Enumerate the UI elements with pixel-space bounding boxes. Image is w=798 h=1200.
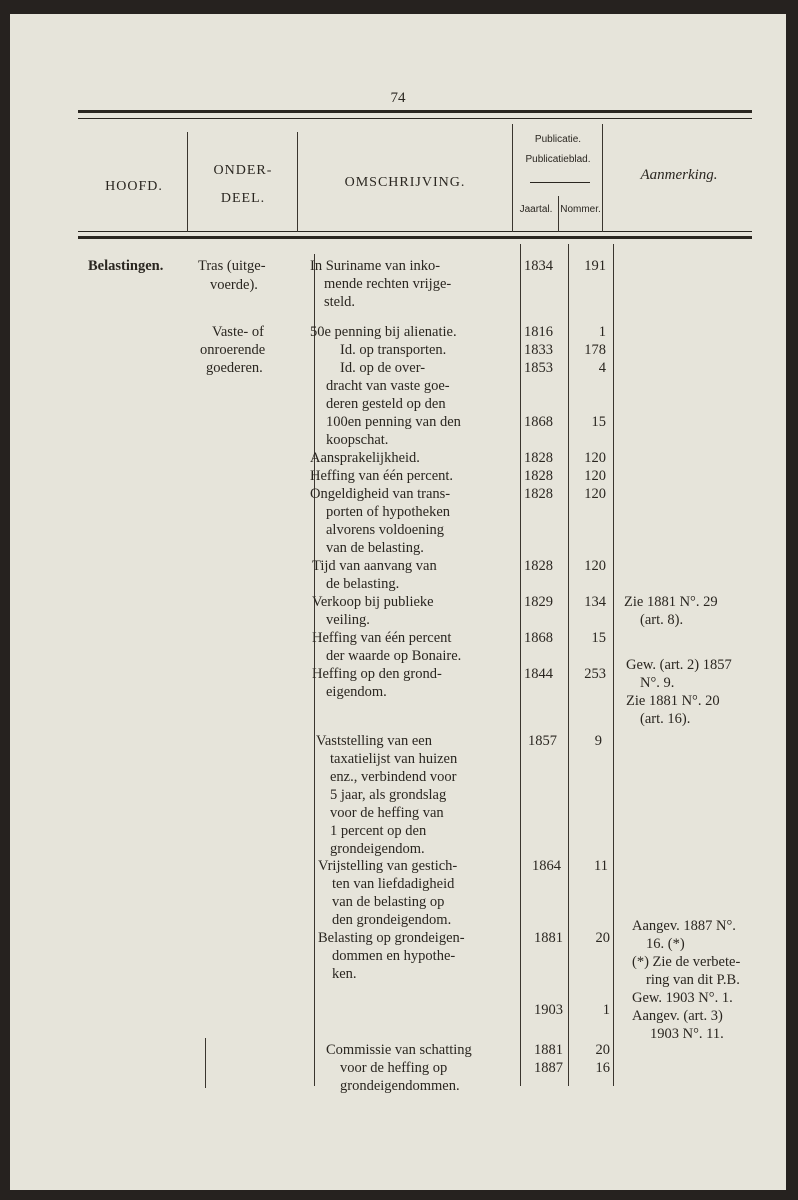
- omschrijving-line: 100en penning van den: [326, 414, 461, 430]
- nommer-value: 120: [584, 468, 606, 484]
- aanmerking-line: Aangev. (art. 3): [632, 1008, 723, 1024]
- nommer-value: 15: [591, 630, 606, 646]
- jaartal-value: 1903: [534, 1002, 563, 1018]
- jaartal-value: 1828: [524, 486, 553, 502]
- header-publicatie: Publicatie.: [534, 134, 582, 145]
- omschrijving-line: de belasting.: [326, 576, 400, 592]
- omschrijving-line: veiling.: [326, 612, 370, 628]
- omschrijving-line: enz., verbindend voor: [330, 769, 457, 785]
- document-page: [10, 14, 786, 1190]
- nommer-value: 15: [591, 414, 606, 430]
- aanmerking-line: ring van dit P.B.: [646, 972, 740, 988]
- header-aanmerking: Aanmerking.: [640, 167, 718, 183]
- header-jaartal: Jaartal.: [519, 204, 553, 215]
- jaartal-value: 1844: [524, 666, 553, 682]
- header-bottom-rule-thin: [78, 231, 752, 232]
- jaartal-value: 1834: [524, 258, 553, 274]
- col-divider-2: [297, 132, 298, 232]
- omschrijving-line: 50e penning bij alienatie.: [310, 324, 457, 340]
- nommer-value: 1: [598, 324, 606, 340]
- omschrijving-line: mende rechten vrijge-: [324, 276, 452, 292]
- omschrijving-line: Verkoop bij publieke: [312, 594, 434, 610]
- onderdeel-line: voerde).: [210, 277, 258, 293]
- omschrijving-line: voor de heffing op: [340, 1060, 448, 1076]
- body-divider-3: [520, 244, 521, 1086]
- nommer-value: 191: [584, 258, 606, 274]
- omschrijving-line: Id. op transporten.: [340, 342, 447, 358]
- hoofd-belastingen: Belastingen.: [88, 258, 164, 274]
- omschrijving-line: Heffing van één percent.: [310, 468, 454, 484]
- omschrijving-line: van de belasting.: [326, 540, 424, 556]
- omschrijving-line: 1 percent op den: [330, 823, 427, 839]
- nommer-value: 4: [598, 360, 606, 376]
- omschrijving-line: Vaststelling van een: [316, 733, 432, 749]
- jaartal-value: 1864: [532, 858, 561, 874]
- omschrijving-line: Heffing van één percent: [312, 630, 452, 646]
- nommer-value: 120: [584, 558, 606, 574]
- omschrijving-line: grondeigendom.: [330, 841, 425, 857]
- body-divider-1: [205, 1038, 206, 1088]
- nommer-value: 20: [595, 1042, 610, 1058]
- jaartal-value: 1816: [524, 324, 553, 340]
- aanmerking-line: Zie 1881 N°. 29: [624, 594, 718, 610]
- col-divider-5: [602, 124, 603, 232]
- onderdeel-line: onroerende: [200, 342, 266, 358]
- aanmerking-line: N°. 9.: [640, 675, 675, 691]
- aanmerking-line: Zie 1881 N°. 20: [626, 693, 720, 709]
- omschrijving-line: dommen en hypothe-: [332, 948, 456, 964]
- jaartal-value: 1828: [524, 558, 553, 574]
- aanmerking-line: 16. (*): [646, 936, 685, 952]
- body-divider-4: [568, 244, 569, 1086]
- jaartal-value: 1881: [534, 930, 563, 946]
- omschrijving-line: ten van liefdadigheid: [332, 876, 455, 892]
- nommer-value: 20: [595, 930, 610, 946]
- body-divider-5: [613, 244, 614, 1086]
- omschrijving-line: taxatielijst van huizen: [330, 751, 458, 767]
- jaartal-value: 1833: [524, 342, 553, 358]
- omschrijving-line: alvorens voldoening: [326, 522, 444, 538]
- omschrijving-line: Commissie van schatting: [326, 1042, 472, 1058]
- jaartal-value: 1868: [524, 630, 553, 646]
- header-hoofd: HOOFD.: [105, 179, 163, 194]
- nommer-value: 253: [584, 666, 606, 682]
- header-bottom-rule: [78, 236, 752, 239]
- omschrijving-line: ken.: [332, 966, 357, 982]
- omschrijving-line: Id. op de over-: [340, 360, 426, 376]
- nommer-value: 120: [584, 486, 606, 502]
- jaartal-value: 1828: [524, 468, 553, 484]
- jaartal-value: 1887: [534, 1060, 563, 1076]
- jaartal-value: 1829: [524, 594, 553, 610]
- jaartal-value: 1853: [524, 360, 553, 376]
- omschrijving-line: koopschat.: [326, 432, 389, 448]
- header-onderdeel-1: ONDER-: [213, 163, 273, 178]
- onderdeel-line: Tras (uitge-: [198, 258, 266, 274]
- col-divider-3: [512, 124, 513, 232]
- nommer-value: 11: [594, 858, 608, 874]
- header-nommer: Nommer.: [560, 204, 601, 215]
- top-rule-thick: [78, 110, 752, 113]
- jaartal-value: 1857: [528, 733, 557, 749]
- nommer-value: 120: [584, 450, 606, 466]
- omschrijving-line: van de belasting op: [332, 894, 445, 910]
- omschrijving-line: porten of hypotheken: [326, 504, 451, 520]
- omschrijving-line: Tijd van aanvang van: [312, 558, 437, 574]
- aanmerking-line: Gew. (art. 2) 1857: [626, 657, 732, 673]
- header-publicatieblad: Publicatieblad.: [525, 154, 591, 165]
- nommer-value: 178: [584, 342, 606, 358]
- omschrijving-line: voor de heffing van: [330, 805, 444, 821]
- nommer-value: 9: [594, 733, 602, 749]
- aanmerking-line: (*) Zie de verbete-: [632, 954, 741, 970]
- nommer-value: 1: [602, 1002, 610, 1018]
- jaartal-value: 1881: [534, 1042, 563, 1058]
- omschrijving-line: Belasting op grondeigen-: [318, 930, 465, 946]
- omschrijving-line: Ongeldigheid van trans-: [310, 486, 451, 502]
- omschrijving-line: Vrijstelling van gestich-: [318, 858, 458, 874]
- nommer-value: 134: [584, 594, 606, 610]
- col-divider-1: [187, 132, 188, 232]
- header-onderdeel-2: DEEL.: [220, 191, 266, 206]
- page-number: 74: [390, 90, 406, 106]
- aanmerking-line: Aangev. 1887 N°.: [632, 918, 736, 934]
- aanmerking-line: (art. 16).: [640, 711, 691, 727]
- omschrijving-line: grondeigendommen.: [340, 1078, 460, 1094]
- header-brace: [530, 182, 590, 183]
- omschrijving-line: Heffing op den grond-: [312, 666, 442, 682]
- omschrijving-line: In Suriname van inko-: [310, 258, 441, 274]
- omschrijving-line: den grondeigendom.: [332, 912, 452, 928]
- onderdeel-line: goederen.: [206, 360, 263, 376]
- aanmerking-line: 1903 N°. 11.: [650, 1026, 724, 1042]
- jaartal-value: 1868: [524, 414, 553, 430]
- omschrijving-line: der waarde op Bonaire.: [326, 648, 462, 664]
- nommer-value: 16: [595, 1060, 610, 1076]
- top-rule-thin: [78, 118, 752, 119]
- aanmerking-line: (art. 8).: [640, 612, 684, 628]
- omschrijving-line: dracht van vaste goe-: [326, 378, 450, 394]
- aanmerking-line: Gew. 1903 N°. 1.: [632, 990, 733, 1006]
- omschrijving-line: deren gesteld op den: [326, 396, 446, 412]
- jaartal-value: 1828: [524, 450, 553, 466]
- omschrijving-line: eigendom.: [326, 684, 387, 700]
- omschrijving-line: Aansprakelijkheid.: [310, 450, 420, 466]
- onderdeel-line: Vaste- of: [212, 324, 264, 340]
- omschrijving-line: 5 jaar, als grondslag: [330, 787, 447, 803]
- header-omschrijving: OMSCHRIJVING.: [344, 175, 466, 190]
- omschrijving-line: steld.: [324, 294, 356, 310]
